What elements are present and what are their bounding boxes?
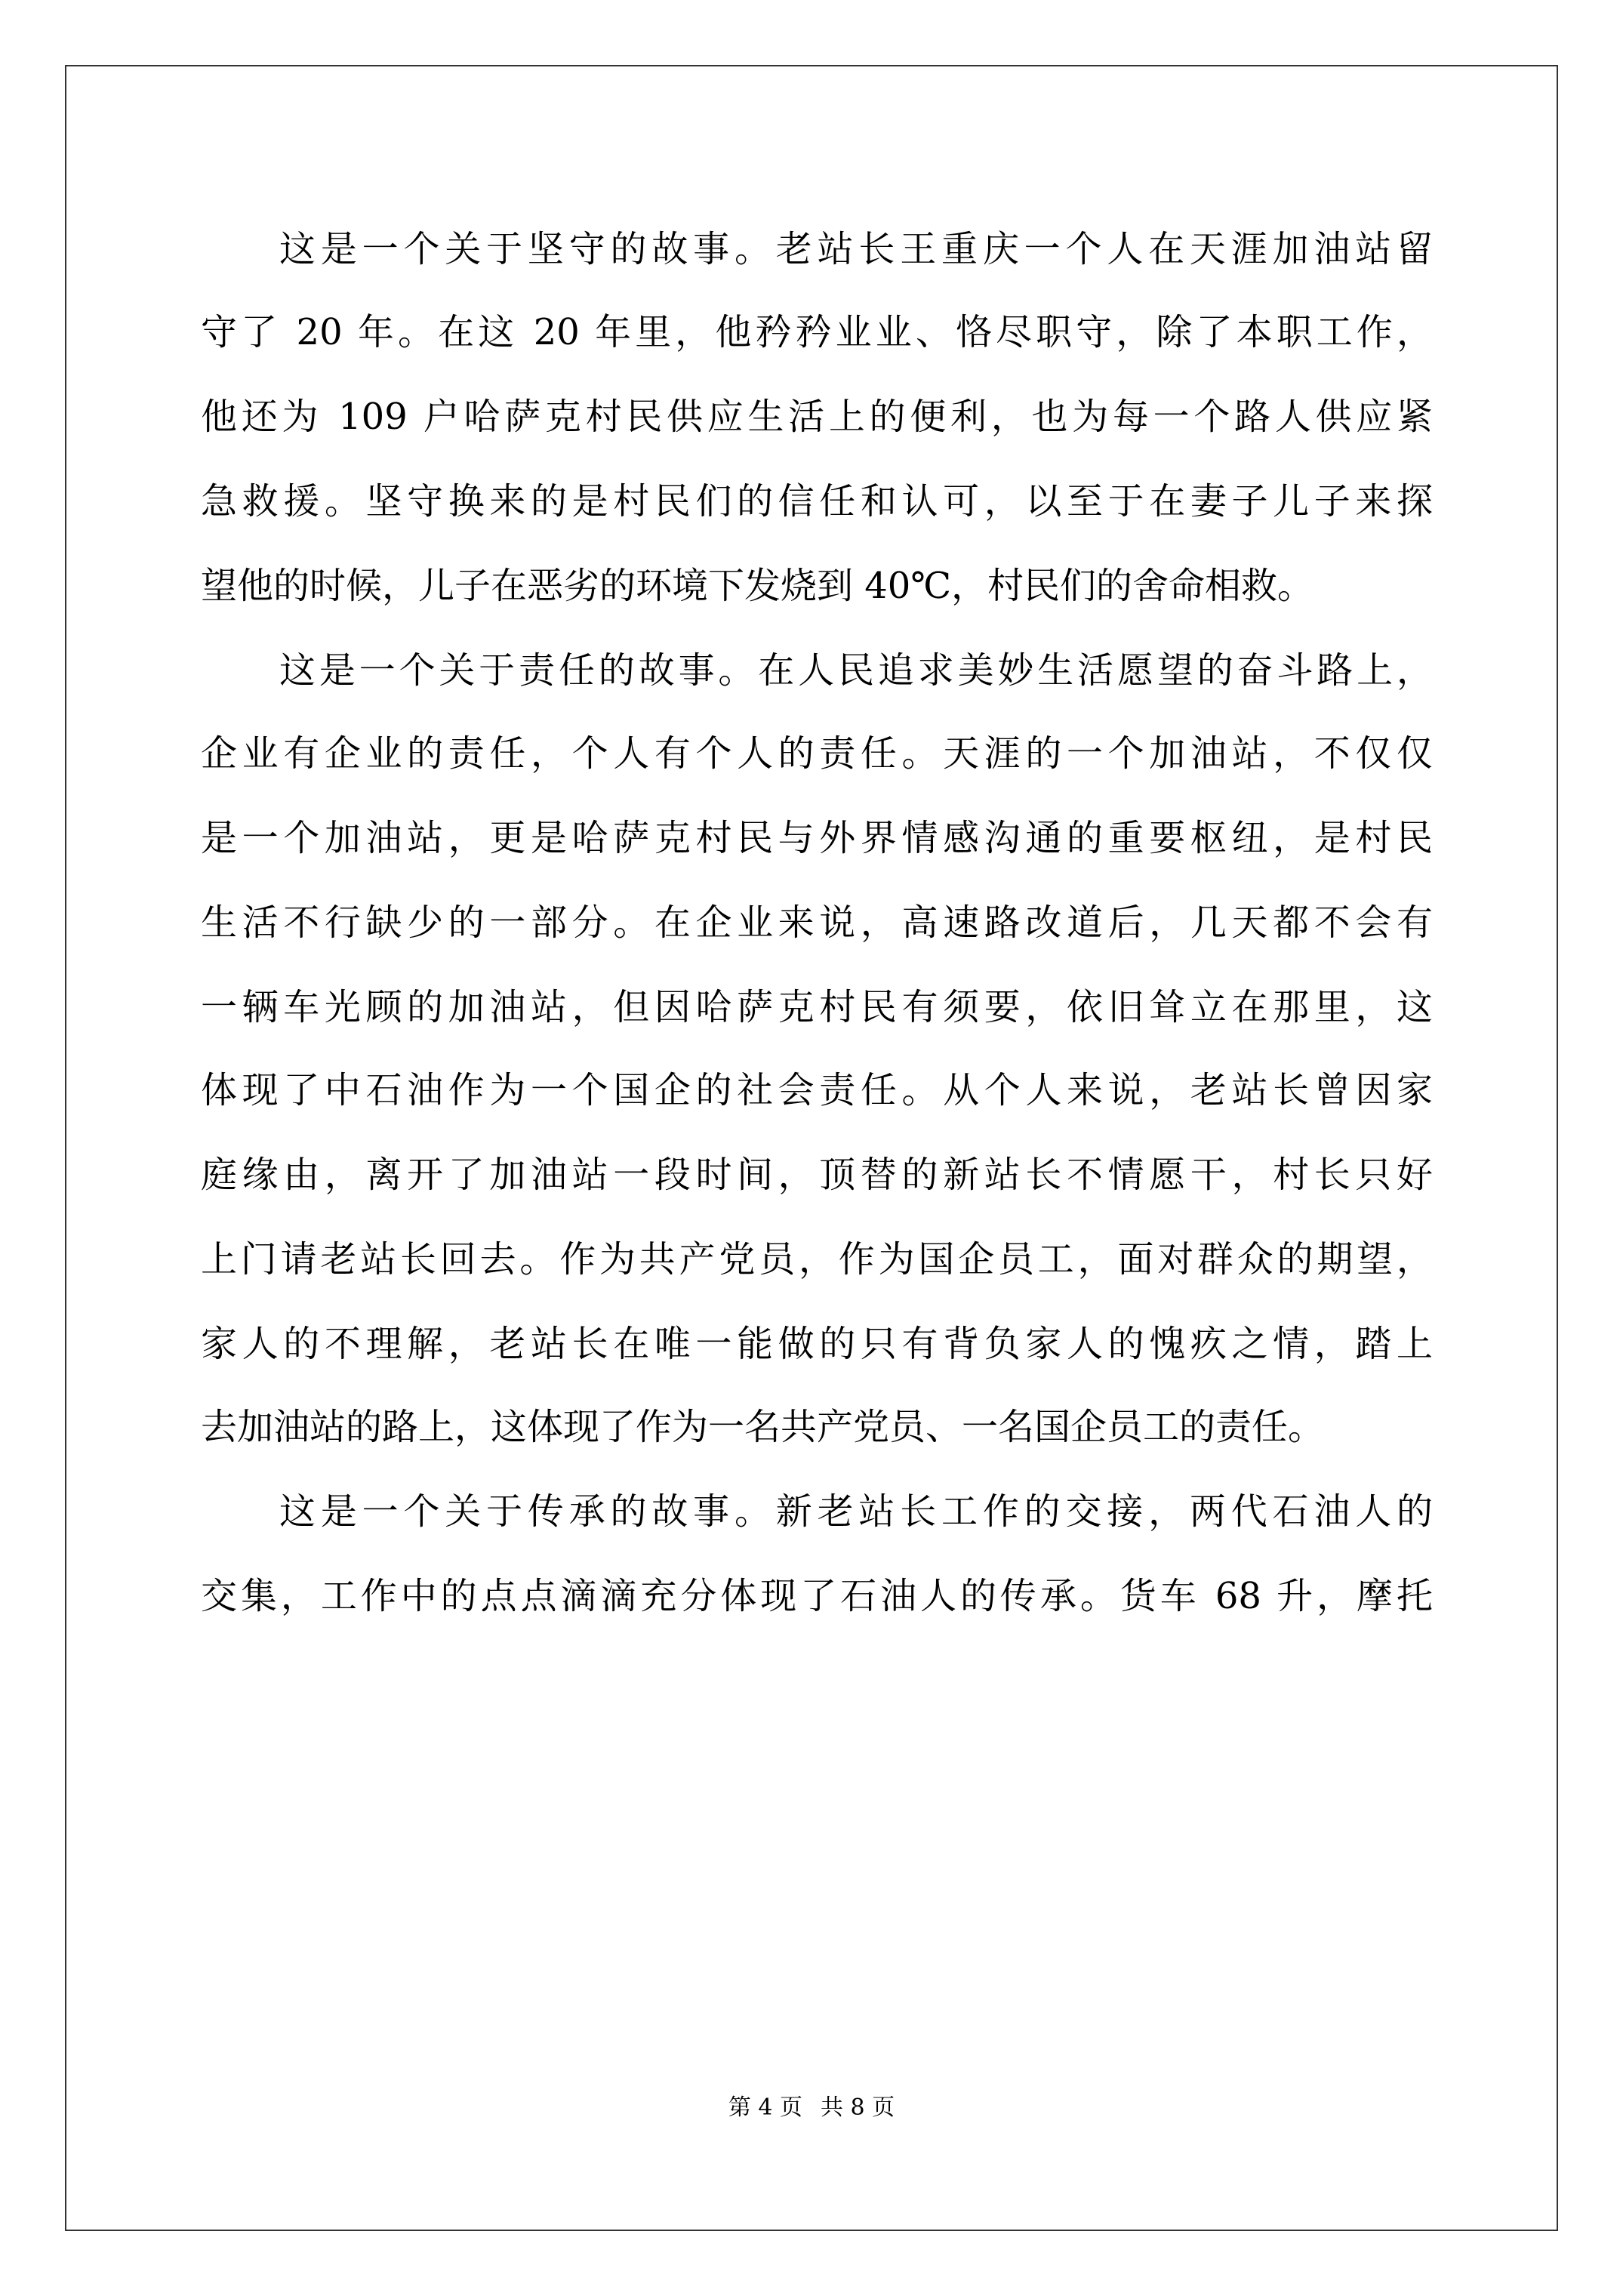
paragraph-1-line-4: 急救援。坚守换来的是村民们的信任和认可，以至于在妻子儿子来探 [201, 480, 1433, 522]
paragraph-2-line-6: 体现了中石油作为一个国企的社会责任。从个人来说，老站长曾因家 [201, 1069, 1433, 1111]
paragraph-2-line-10: 去加油站的路上，这体现了作为一名共产党员、一名国企员工的责任。 [201, 1406, 1325, 1448]
paragraph-1-line-3: 他还为 109 户哈萨克村民供应生活上的便利，也为每一个路人供应紧 [201, 396, 1433, 438]
paragraph-3-line-2: 交集，工作中的点点滴滴充分体现了石油人的传承。货车 68 升，摩托 [201, 1575, 1433, 1617]
paragraph-2-line-2: 企业有企业的责任，个人有个人的责任。天涯的一个加油站，不仅仅 [201, 732, 1433, 775]
paragraph-1-line-2: 守了 20 年。在这 20 年里，他矜矜业业、恪尽职守，除了本职工作， [201, 311, 1433, 353]
page-footer [0, 2093, 1623, 2123]
paragraph-2-line-7: 庭缘由，离开了加油站一段时间，顶替的新站长不情愿干，村长只好 [201, 1154, 1433, 1196]
page-number: 第 4 页 [728, 2094, 802, 2121]
paragraph-1-line-5: 望他的时候，儿子在恶劣的环境下发烧到 40℃，村民们的舍命相救。 [201, 565, 1314, 607]
paragraph-2-line-5: 一辆车光顾的加油站，但因哈萨克村民有须要，依旧耸立在那里，这 [201, 986, 1433, 1028]
paragraph-2-line-4: 生活不行缺少的一部分。在企业来说，高速路改道后，几天都不会有 [201, 901, 1433, 944]
paragraph-2-line-9: 家人的不理解，老站长在唯一能做的只有背负家人的愧疚之情，踏上 [201, 1323, 1433, 1365]
paragraph-1-line-1: 这是一个关于坚守的故事。老站长王重庆一个人在天涯加油站留 [279, 228, 1433, 270]
paragraph-3-line-1: 这是一个关于传承的故事。新老站长工作的交接，两代石油人的 [279, 1490, 1433, 1533]
paragraph-2-line-3: 是一个加油站，更是哈萨克村民与外界情感沟通的重要枢纽，是村民 [201, 817, 1433, 859]
page-total: 共 8 页 [821, 2094, 895, 2121]
paragraph-2-line-1: 这是一个关于责任的故事。在人民追求美妙生活愿望的奋斗路上， [279, 649, 1433, 692]
page-border [65, 65, 1558, 2231]
paragraph-2-line-8: 上门请老站长回去。作为共产党员，作为国企员工，面对群众的期望， [201, 1238, 1433, 1281]
